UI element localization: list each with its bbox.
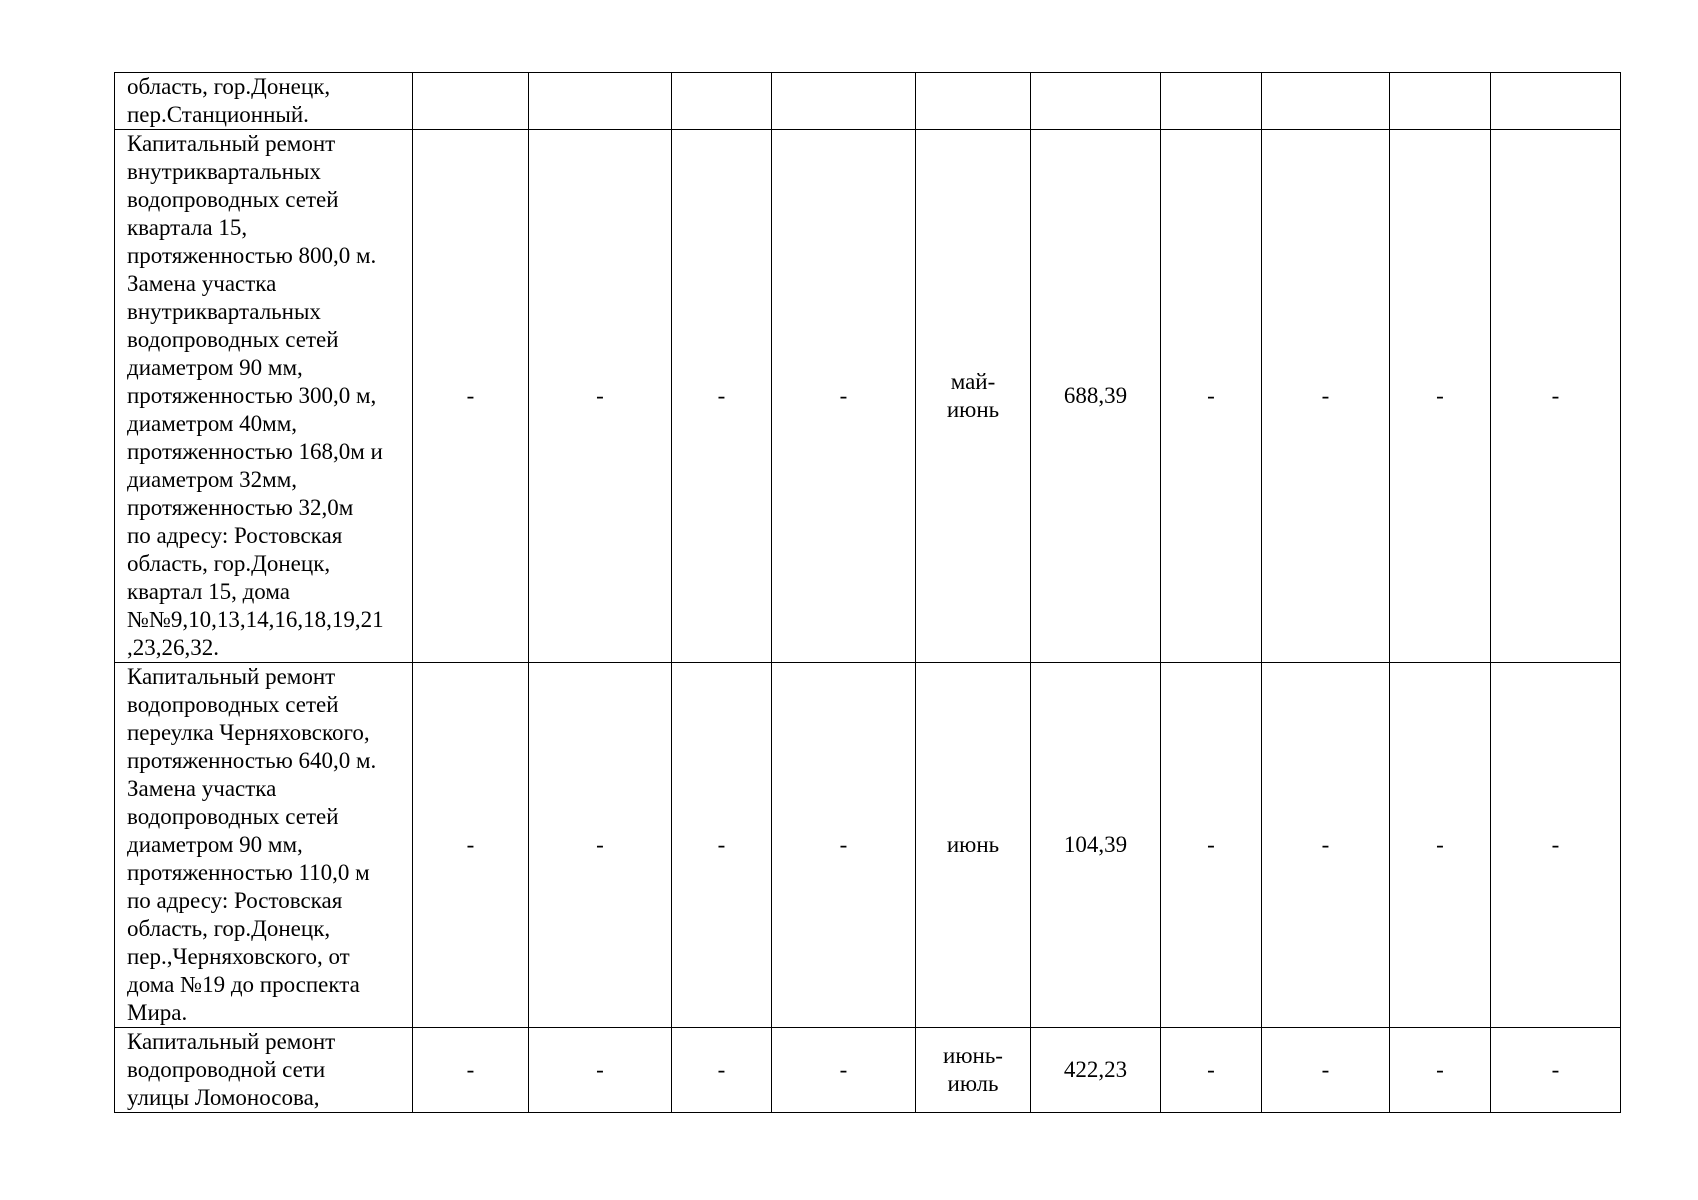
table-cell: - — [772, 663, 916, 1028]
table-cell — [1161, 73, 1262, 130]
table-row — [115, 663, 1621, 1028]
table-cell — [1031, 73, 1161, 130]
table-cell: - — [413, 1028, 529, 1113]
amount-cell: 688,39 — [1031, 130, 1161, 663]
table-cell: - — [1390, 663, 1491, 1028]
amount-cell: 422,23 — [1031, 1028, 1161, 1113]
period-cell: июнь- июль — [916, 1028, 1031, 1113]
table-cell: - — [1161, 130, 1262, 663]
table-cell: - — [1491, 1028, 1621, 1113]
table-cell: - — [1262, 663, 1390, 1028]
table-cell: - — [529, 130, 672, 663]
table-cell: - — [772, 1028, 916, 1113]
table-cell — [529, 73, 672, 130]
table-cell: - — [529, 663, 672, 1028]
work-description: Капитальный ремонт водопроводных сетей переулка Черняховского, протяженностью 640,0 м. Замена участка водопроводных сетей диаметром 90 мм, протяженностью 110,0 м по адресу: Ростовская область, гор.Донецк, пер.,Черняховского, от дома №19 до проспекта Мира. — [115, 663, 413, 1028]
amount-cell: 104,39 — [1031, 663, 1161, 1028]
table-row — [115, 130, 1621, 663]
table-cell: - — [1262, 130, 1390, 663]
table-cell: - — [413, 663, 529, 1028]
work-description: Капитальный ремонт внутриквартальных водопроводных сетей квартала 15, протяженностью 800,0 м. Замена участка внутриквартальных водопроводных сетей диаметром 90 мм, протяженностью 300,0 м, диаметром 40мм, протяженностью 168,0м и диаметром 32мм, протяженностью 32,0м по адресу: Ростовская область, гор.Донецк, квартал 15, дома №№9,10,13,14,16,18,19,21 ,23,26,32. — [115, 130, 413, 663]
table-cell: - — [1390, 1028, 1491, 1113]
table-cell: - — [1390, 130, 1491, 663]
table-cell — [672, 73, 772, 130]
table-cell: - — [672, 1028, 772, 1113]
table-row — [115, 73, 1621, 130]
table-cell — [772, 73, 916, 130]
period-cell: май- июнь — [916, 130, 1031, 663]
table-cell: - — [1491, 130, 1621, 663]
table-cell: - — [672, 130, 772, 663]
work-description: область, гор.Донецк, пер.Станционный. — [115, 73, 413, 130]
table-cell: - — [1161, 1028, 1262, 1113]
table-cell: - — [413, 130, 529, 663]
table-cell — [1262, 73, 1390, 130]
table-cell: - — [529, 1028, 672, 1113]
table-cell: - — [1262, 1028, 1390, 1113]
table-cell — [413, 73, 529, 130]
table-cell — [1390, 73, 1491, 130]
table-cell: - — [772, 130, 916, 663]
table-cell: - — [1491, 663, 1621, 1028]
table-cell — [1491, 73, 1621, 130]
table-cell: - — [1161, 663, 1262, 1028]
period-cell: июнь — [916, 663, 1031, 1028]
table-cell: - — [672, 663, 772, 1028]
work-description: Капитальный ремонт водопроводной сети улицы Ломоносова, — [115, 1028, 413, 1113]
works-table — [114, 72, 1621, 1113]
table-cell — [916, 73, 1031, 130]
table-row — [115, 1028, 1621, 1113]
